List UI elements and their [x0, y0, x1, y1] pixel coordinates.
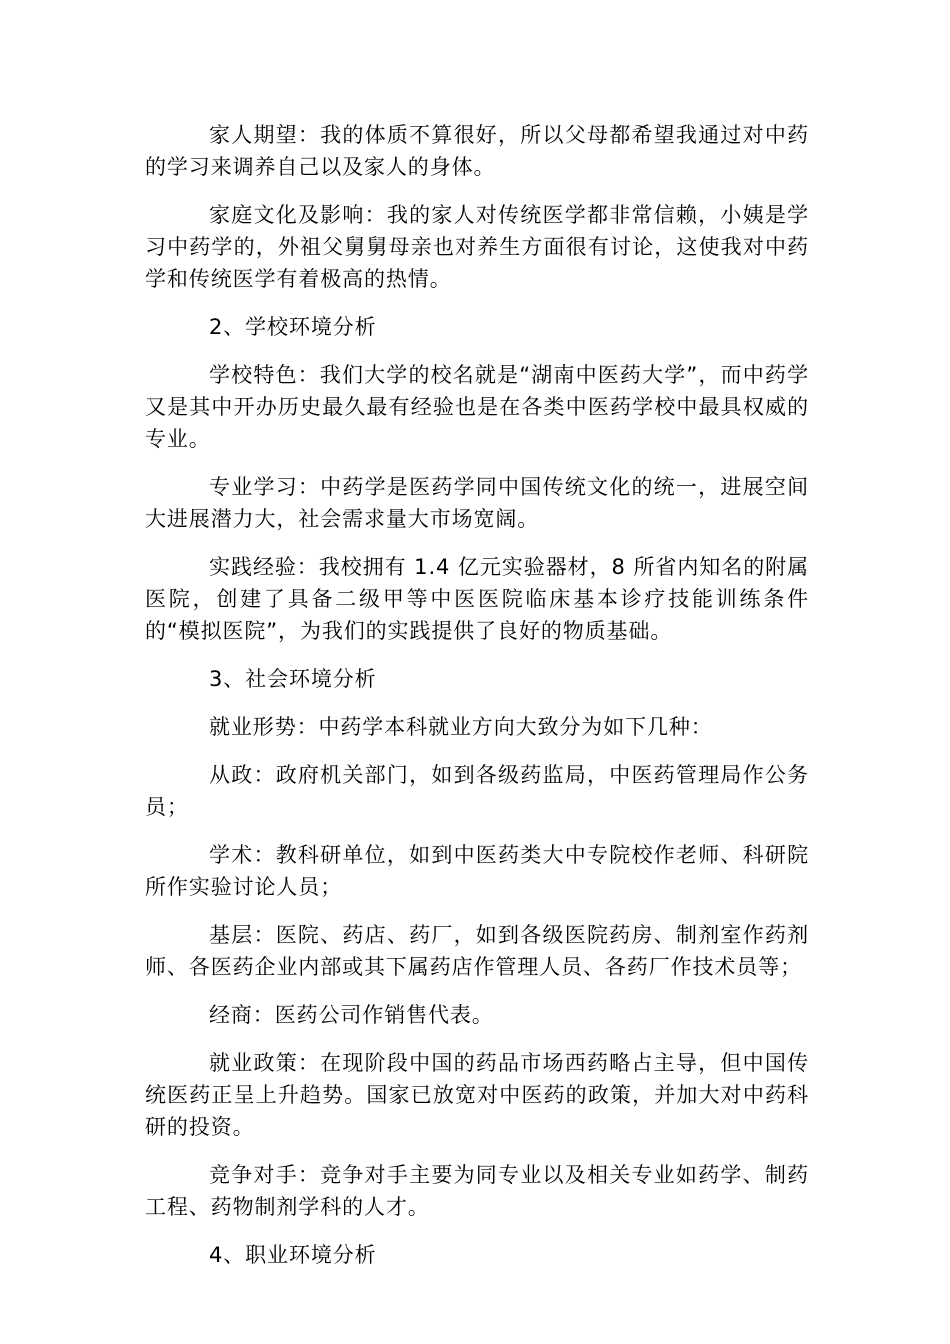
paragraph-school-features: 学校特色：我们大学的校名就是“湖南中医药大学”，而中药学又是其中开办历史最久最有经验也是在各类中医药学校中最具权威的专业。: [145, 363, 809, 451]
section-heading-career-environment: 4、职业环境分析: [209, 1243, 377, 1267]
paragraph-family-culture: 家庭文化及影响：我的家人对传统医学都非常信赖，小姨是学习中药学的，外祖父舅舅母亲也对养生方面很有讨论，这使我对中药学和传统医学有着极高的热情。: [145, 203, 809, 291]
section-heading-social-environment: 3、社会环境分析: [209, 667, 377, 691]
paragraph-grassroots-career: 基层：医院、药店、药厂，如到各级医院药房、制剂室作药剂师、各医药企业内部或其下属药店作管理人员、各药厂作技术员等；: [145, 923, 809, 979]
paragraph-family-expectation: 家人期望：我的体质不算很好，所以父母都希望我通过对中药的学习来调养自己以及家人的身体。: [145, 123, 809, 179]
paragraph-employment-policy: 就业政策：在现阶段中国的药品市场西药略占主导，但中国传统医药正呈上升趋势。国家已放宽对中医药的政策，并加大对中药科研的投资。: [145, 1051, 809, 1139]
paragraph-business-career: 经商：医药公司作销售代表。: [209, 1003, 494, 1027]
paragraph-major-study: 专业学习：中药学是医药学同中国传统文化的统一，进展空间大进展潜力大，社会需求量大市场宽阔。: [145, 475, 809, 531]
paragraph-competitors: 竞争对手：竞争对手主要为同专业以及相关专业如药学、制药工程、药物制剂学科的人才。: [145, 1163, 809, 1219]
paragraph-practice-experience: 实践经验：我校拥有 1.4 亿元实验器材，8 所省内知名的附属医院，创建了具备二级甲等中医医院临床基本诊疗技能训练条件的“模拟医院”，为我们的实践提供了良好的物质基础。: [145, 555, 809, 643]
paragraph-academic-career: 学术：教科研单位，如到中医药类大中专院校作老师、科研院所作实验讨论人员；: [145, 843, 809, 899]
paragraph-government-career: 从政：政府机关部门，如到各级药监局，中医药管理局作公务员；: [145, 763, 809, 819]
paragraph-employment-situation: 就业形势：中药学本科就业方向大致分为如下几种：: [209, 715, 713, 739]
document-body: [145, 119, 809, 1287]
section-heading-school-environment: 2、学校环境分析: [209, 315, 377, 339]
